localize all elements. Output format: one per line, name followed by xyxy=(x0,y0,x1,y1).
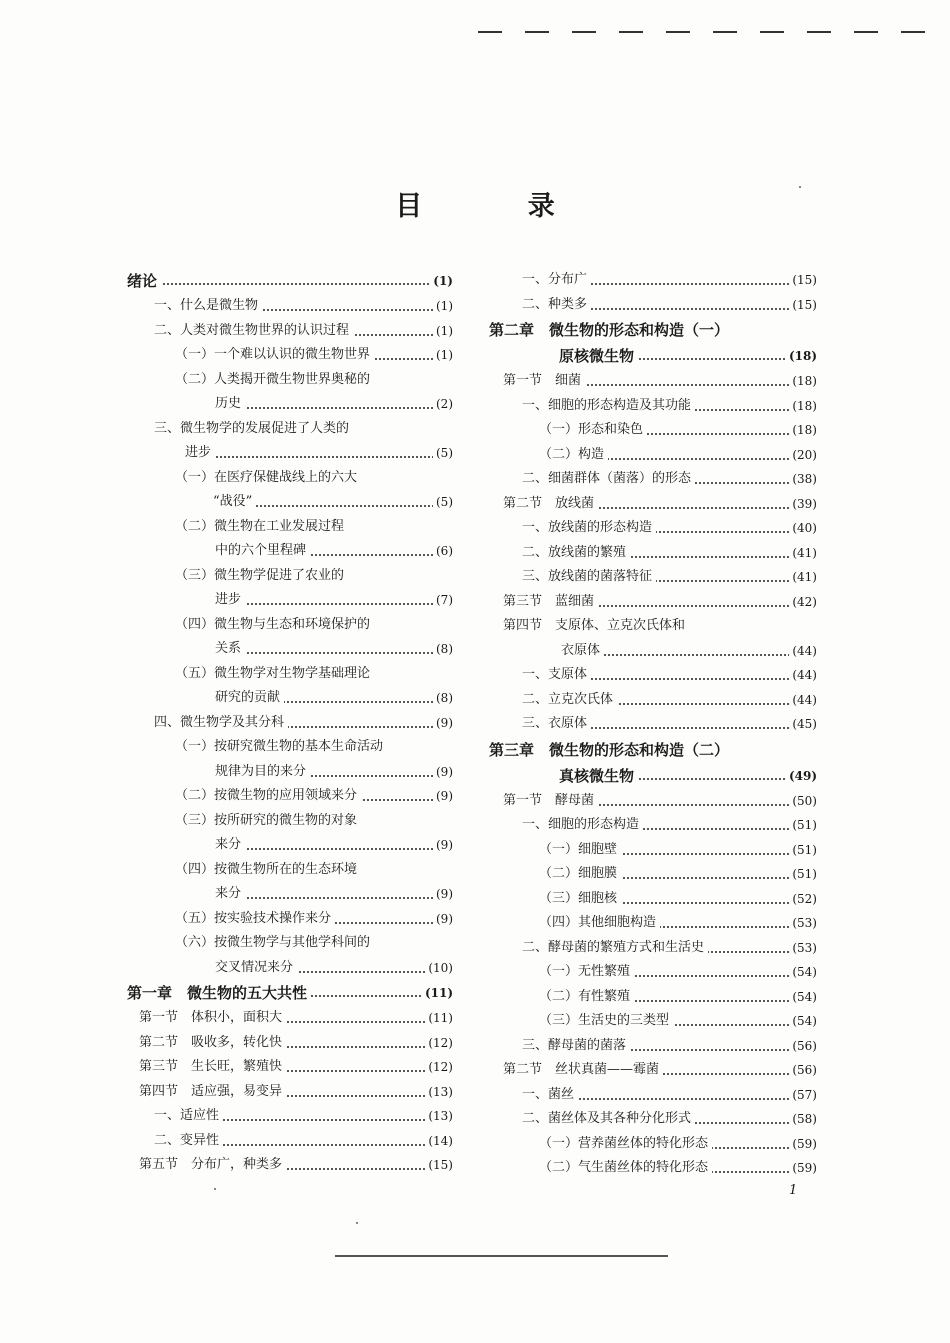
toc-entry-title: 一、什么是微生物 xyxy=(154,294,262,319)
toc-entry-page: (12) xyxy=(425,1055,453,1080)
toc-entry-title: 衣原体 xyxy=(561,639,604,664)
toc-entry-title: （一）一个难以认识的微生物世界 xyxy=(175,343,374,368)
toc-entry-title: （三）按所研究的微生物的对象 xyxy=(175,809,361,834)
toc-entry xyxy=(127,268,453,294)
toc-entry xyxy=(489,789,817,814)
toc-entry-title: 一、菌丝 xyxy=(522,1083,578,1108)
toc-entry-title: 二、立克次氏体 xyxy=(522,688,617,713)
toc-entry xyxy=(127,637,453,662)
toc-entry-title: （二）微生物在工业发展过程 xyxy=(175,515,348,540)
toc-entry xyxy=(489,541,817,566)
toc-entry xyxy=(127,882,453,907)
toc-entry xyxy=(127,833,453,858)
toc-entry-page: (51) xyxy=(789,862,817,887)
toc-entry-title: （六）按微生物学与其他学科间的 xyxy=(175,931,374,956)
toc-entry-page: (11) xyxy=(425,1006,453,1031)
dash xyxy=(666,31,690,33)
toc-entry-title: 第二章 微生物的形态和构造（一） xyxy=(489,317,733,343)
toc-entry xyxy=(127,956,453,981)
toc-entry-page: (1) xyxy=(430,268,453,294)
toc-entry-title: 第三章 微生物的形态和构造（二） xyxy=(489,737,733,763)
toc-entry-title: 第四节 支原体、立克次氏体和 xyxy=(503,614,689,639)
toc-entry-title: 进步 xyxy=(215,588,245,613)
scan-speck xyxy=(799,186,801,188)
toc-entry xyxy=(127,662,453,687)
toc-entry-title: 研究的贡献 xyxy=(215,686,284,711)
toc-entry-page: (18) xyxy=(789,394,817,419)
toc-entry-page: (54) xyxy=(789,985,817,1010)
toc-entry-page: (18) xyxy=(789,418,817,443)
toc-entry-title: 第三节 蓝细菌 xyxy=(503,590,598,615)
toc-entry-title: （二）细胞膜 xyxy=(539,862,621,887)
toc-entry-title: 第一节 体积小，面积大 xyxy=(139,1006,286,1031)
toc-entry xyxy=(489,985,817,1010)
toc-entry-title: 一、放线菌的形态构造 xyxy=(522,516,656,541)
toc-entry xyxy=(127,809,453,834)
toc-entry-title: 四、微生物学及其分科 xyxy=(154,711,288,736)
page-title: 目 录 xyxy=(395,191,603,222)
toc-entry-title: （四）按微生物所在的生态环境 xyxy=(175,858,361,883)
toc-entry xyxy=(127,490,453,515)
toc-entry-page: (7) xyxy=(433,588,453,613)
toc-entry xyxy=(489,763,817,789)
toc-entry-page: (54) xyxy=(789,960,817,985)
toc-entry xyxy=(489,293,817,318)
toc-entry xyxy=(127,1104,453,1129)
toc-entry-page: (56) xyxy=(789,1058,817,1083)
toc-entry-page: (9) xyxy=(433,760,453,785)
toc-entry xyxy=(127,1153,453,1178)
toc-entry-title: 一、支原体 xyxy=(522,663,591,688)
toc-entry-title: 三、微生物学的发展促进了人类的 xyxy=(154,417,353,442)
toc-entry-page: (41) xyxy=(789,565,817,590)
toc-entry-title: （一）细胞壁 xyxy=(539,838,621,863)
toc-entry-page: (59) xyxy=(789,1156,817,1181)
toc-entry xyxy=(489,688,817,713)
toc-entry-page: (44) xyxy=(789,639,817,664)
toc-entry xyxy=(127,907,453,932)
toc-entry-title: 绪论 xyxy=(127,268,161,294)
toc-entry-page: (57) xyxy=(789,1083,817,1108)
dash xyxy=(572,31,596,33)
toc-entry-title: 二、人类对微生物世界的认识过程 xyxy=(154,319,353,344)
toc-entry xyxy=(127,368,453,393)
toc-entry-page: (5) xyxy=(433,490,453,515)
toc-entry-title: （一）形态和染色 xyxy=(539,418,647,443)
toc-entry-title: （一）营养菌丝体的特化形态 xyxy=(539,1132,712,1157)
toc-entry xyxy=(489,516,817,541)
toc-entry xyxy=(489,960,817,985)
toc-entry xyxy=(127,294,453,319)
toc-entry-title: 原核微生物 xyxy=(559,343,638,369)
toc-entry-page: (6) xyxy=(433,539,453,564)
toc-entry-page: (49) xyxy=(786,763,817,789)
toc-entry xyxy=(127,735,453,760)
toc-entry-title: 真核微生物 xyxy=(559,763,638,789)
toc-entry xyxy=(127,319,453,344)
toc-entry xyxy=(127,760,453,785)
toc-entry-title: 一、细胞的形态构造及其功能 xyxy=(522,394,695,419)
toc-entry-page: (54) xyxy=(789,1009,817,1034)
toc-entry xyxy=(489,1132,817,1157)
toc-entry-title: 二、细菌群体（菌落）的形态 xyxy=(522,467,695,492)
toc-entry-page: (20) xyxy=(789,443,817,468)
toc-entry xyxy=(127,1080,453,1105)
toc-entry-title: 三、酵母菌的菌落 xyxy=(522,1034,630,1059)
toc-entry-page: (14) xyxy=(425,1129,453,1154)
toc-entry-page: (53) xyxy=(789,911,817,936)
toc-entry-title: （二）气生菌丝体的特化形态 xyxy=(539,1156,712,1181)
toc-entry xyxy=(127,441,453,466)
toc-entry xyxy=(489,813,817,838)
toc-entry-page: (1) xyxy=(433,343,453,368)
toc-entry-page: (9) xyxy=(433,907,453,932)
toc-entry-title: 一、适应性 xyxy=(154,1104,223,1129)
toc-entry-page: (42) xyxy=(789,590,817,615)
toc-entry-page: (1) xyxy=(433,294,453,319)
toc-entry-page: (9) xyxy=(433,711,453,736)
toc-entry-title: 第二节 丝状真菌——霉菌 xyxy=(503,1058,663,1083)
dash xyxy=(525,31,549,33)
toc-entry xyxy=(489,443,817,468)
toc-entry-title: 规律为目的来分 xyxy=(215,760,310,785)
toc-entry xyxy=(127,539,453,564)
toc-entry xyxy=(489,936,817,961)
toc-entry-title: 来分 xyxy=(215,833,245,858)
dash xyxy=(713,31,737,33)
toc-entry-title: （一）按研究微生物的基本生命活动 xyxy=(175,735,387,760)
toc-entry xyxy=(489,639,817,664)
toc-entry xyxy=(489,394,817,419)
toc-entry-page: (15) xyxy=(425,1153,453,1178)
toc-entry xyxy=(127,466,453,491)
toc-entry-title: 一、细胞的形态构造 xyxy=(522,813,643,838)
toc-entry xyxy=(127,1129,453,1154)
toc-entry-page: (39) xyxy=(789,492,817,517)
toc-entry-title: （二）有性繁殖 xyxy=(539,985,634,1010)
toc-entry-title: 第一节 酵母菌 xyxy=(503,789,598,814)
toc-entry xyxy=(127,613,453,638)
toc-entry xyxy=(127,343,453,368)
toc-entry-page: (8) xyxy=(433,637,453,662)
toc-entry xyxy=(489,1083,817,1108)
toc-entry xyxy=(489,712,817,737)
toc-entry xyxy=(127,417,453,442)
toc-entry xyxy=(489,1058,817,1083)
toc-entry-title: 交叉情况来分 xyxy=(215,956,297,981)
toc-entry xyxy=(489,887,817,912)
dash xyxy=(901,31,925,33)
toc-entry xyxy=(489,1107,817,1132)
toc-entry-page: (9) xyxy=(433,784,453,809)
toc-entry-page: (59) xyxy=(789,1132,817,1157)
toc-entry xyxy=(489,911,817,936)
toc-entry-page: (40) xyxy=(789,516,817,541)
toc-entry-page: (11) xyxy=(422,980,453,1006)
toc-entry-page: (18) xyxy=(786,343,817,369)
dash xyxy=(478,31,502,33)
toc-entry-title: 关系 xyxy=(215,637,245,662)
toc-entry-title: （四）其他细胞构造 xyxy=(539,911,660,936)
toc-entry xyxy=(127,711,453,736)
toc-entry xyxy=(489,663,817,688)
toc-entry xyxy=(127,392,453,417)
toc-entry-title: 来分 xyxy=(215,882,245,907)
toc-entry-page: (8) xyxy=(433,686,453,711)
toc-entry-page: (44) xyxy=(789,688,817,713)
toc-entry xyxy=(127,1006,453,1031)
toc-entry-title: （五）微生物学对生物学基础理论 xyxy=(175,662,374,687)
toc-entry xyxy=(127,931,453,956)
toc-entry-title: 第三节 生长旺，繁殖快 xyxy=(139,1055,286,1080)
dash xyxy=(619,31,643,33)
toc-entry xyxy=(127,1031,453,1056)
toc-entry-title: （五）按实验技术操作来分 xyxy=(175,907,335,932)
toc-entry xyxy=(489,1034,817,1059)
toc-entry-page: (15) xyxy=(789,293,817,318)
toc-entry xyxy=(127,515,453,540)
toc-entry-page: (52) xyxy=(789,887,817,912)
toc-entry-page: (13) xyxy=(425,1080,453,1105)
toc-entry xyxy=(489,418,817,443)
dash xyxy=(854,31,878,33)
toc-entry-title: 历史 xyxy=(215,392,245,417)
toc-entry-title: （三）细胞核 xyxy=(539,887,621,912)
toc-entry-title: 第一节 细菌 xyxy=(503,369,585,394)
toc-entry xyxy=(489,369,817,394)
toc-entry-title: （二）按微生物的应用领域来分 xyxy=(175,784,361,809)
toc-entry xyxy=(489,317,817,343)
toc-entry-page: (10) xyxy=(425,956,453,981)
toc-entry xyxy=(489,737,817,763)
toc-entry xyxy=(127,858,453,883)
toc-entry-title: 第二节 吸收多，转化快 xyxy=(139,1031,286,1056)
toc-entry-page: (44) xyxy=(789,663,817,688)
toc-entry xyxy=(127,564,453,589)
toc-entry xyxy=(489,590,817,615)
toc-entry-title: “战役” xyxy=(213,490,256,515)
toc-entry-title: 中的六个里程碑 xyxy=(215,539,310,564)
toc-entry-page: (41) xyxy=(789,541,817,566)
toc-entry xyxy=(127,686,453,711)
toc-entry xyxy=(489,565,817,590)
toc-entry-title: 二、种类多 xyxy=(522,293,591,318)
toc-entry-page: (2) xyxy=(433,392,453,417)
toc-entry-page: (38) xyxy=(789,467,817,492)
toc-entry-title: 三、衣原体 xyxy=(522,712,591,737)
toc-right-column xyxy=(489,268,817,1181)
toc-entry-page: (15) xyxy=(789,268,817,293)
toc-entry xyxy=(489,614,817,639)
toc-entry xyxy=(489,268,817,293)
toc-entry-title: 第四节 适应强，易变异 xyxy=(139,1080,286,1105)
toc-entry-title: 二、变异性 xyxy=(154,1129,223,1154)
toc-entry-page: (51) xyxy=(789,838,817,863)
toc-entry-title: （一）在医疗保健战线上的六大 xyxy=(175,466,361,491)
toc-entry-page: (51) xyxy=(789,813,817,838)
scan-speck xyxy=(214,1188,216,1190)
toc-entry xyxy=(127,980,453,1006)
toc-left-column xyxy=(127,268,453,1178)
top-dash-rule xyxy=(478,31,950,33)
toc-entry xyxy=(489,1156,817,1181)
toc-entry-page: (1) xyxy=(433,319,453,344)
toc-entry-title: （二）人类揭开微生物世界奥秘的 xyxy=(175,368,374,393)
toc-entry xyxy=(489,1009,817,1034)
toc-entry xyxy=(127,784,453,809)
toc-entry-title: 二、放线菌的繁殖 xyxy=(522,541,630,566)
toc-entry-title: 二、酵母菌的繁殖方式和生活史 xyxy=(522,936,708,961)
toc-entry xyxy=(489,862,817,887)
toc-entry-title: 一、分布广 xyxy=(522,268,591,293)
toc-entry-page: (56) xyxy=(789,1034,817,1059)
toc-entry xyxy=(489,467,817,492)
toc-entry xyxy=(489,343,817,369)
toc-entry-title: （二）构造 xyxy=(539,443,608,468)
toc-entry xyxy=(127,588,453,613)
toc-entry-title: 第一章 微生物的五大共性 xyxy=(127,980,311,1006)
toc-entry-title: （四）微生物与生态和环境保护的 xyxy=(175,613,374,638)
toc-entry-title: 进步 xyxy=(185,441,215,466)
toc-entry-page: (58) xyxy=(789,1107,817,1132)
toc-entry xyxy=(489,492,817,517)
toc-entry-page: (9) xyxy=(433,833,453,858)
toc-entry-page: (50) xyxy=(789,789,817,814)
toc-entry xyxy=(127,1055,453,1080)
toc-entry-page: (5) xyxy=(433,441,453,466)
toc-entry-page: (53) xyxy=(789,936,817,961)
toc-entry-page: (13) xyxy=(425,1104,453,1129)
page-number: 1 xyxy=(789,1183,798,1198)
toc-entry-title: 第二节 放线菌 xyxy=(503,492,598,517)
toc-entry-title: （一）无性繁殖 xyxy=(539,960,634,985)
toc-entry-title: 第五节 分布广，种类多 xyxy=(139,1153,286,1178)
dash xyxy=(760,31,784,33)
toc-entry-page: (18) xyxy=(789,369,817,394)
toc-entry-title: 二、菌丝体及其各种分化形式 xyxy=(522,1107,695,1132)
toc-entry-title: （三）生活史的三类型 xyxy=(539,1009,673,1034)
bottom-rule xyxy=(335,1255,668,1257)
scan-speck xyxy=(356,1222,358,1224)
dash xyxy=(807,31,831,33)
toc-entry-title: 三、放线菌的菌落特征 xyxy=(522,565,656,590)
toc-entry xyxy=(489,838,817,863)
toc-entry-title: （三）微生物学促进了农业的 xyxy=(175,564,348,589)
toc-entry-page: (45) xyxy=(789,712,817,737)
toc-entry-page: (9) xyxy=(433,882,453,907)
toc-entry-page: (12) xyxy=(425,1031,453,1056)
